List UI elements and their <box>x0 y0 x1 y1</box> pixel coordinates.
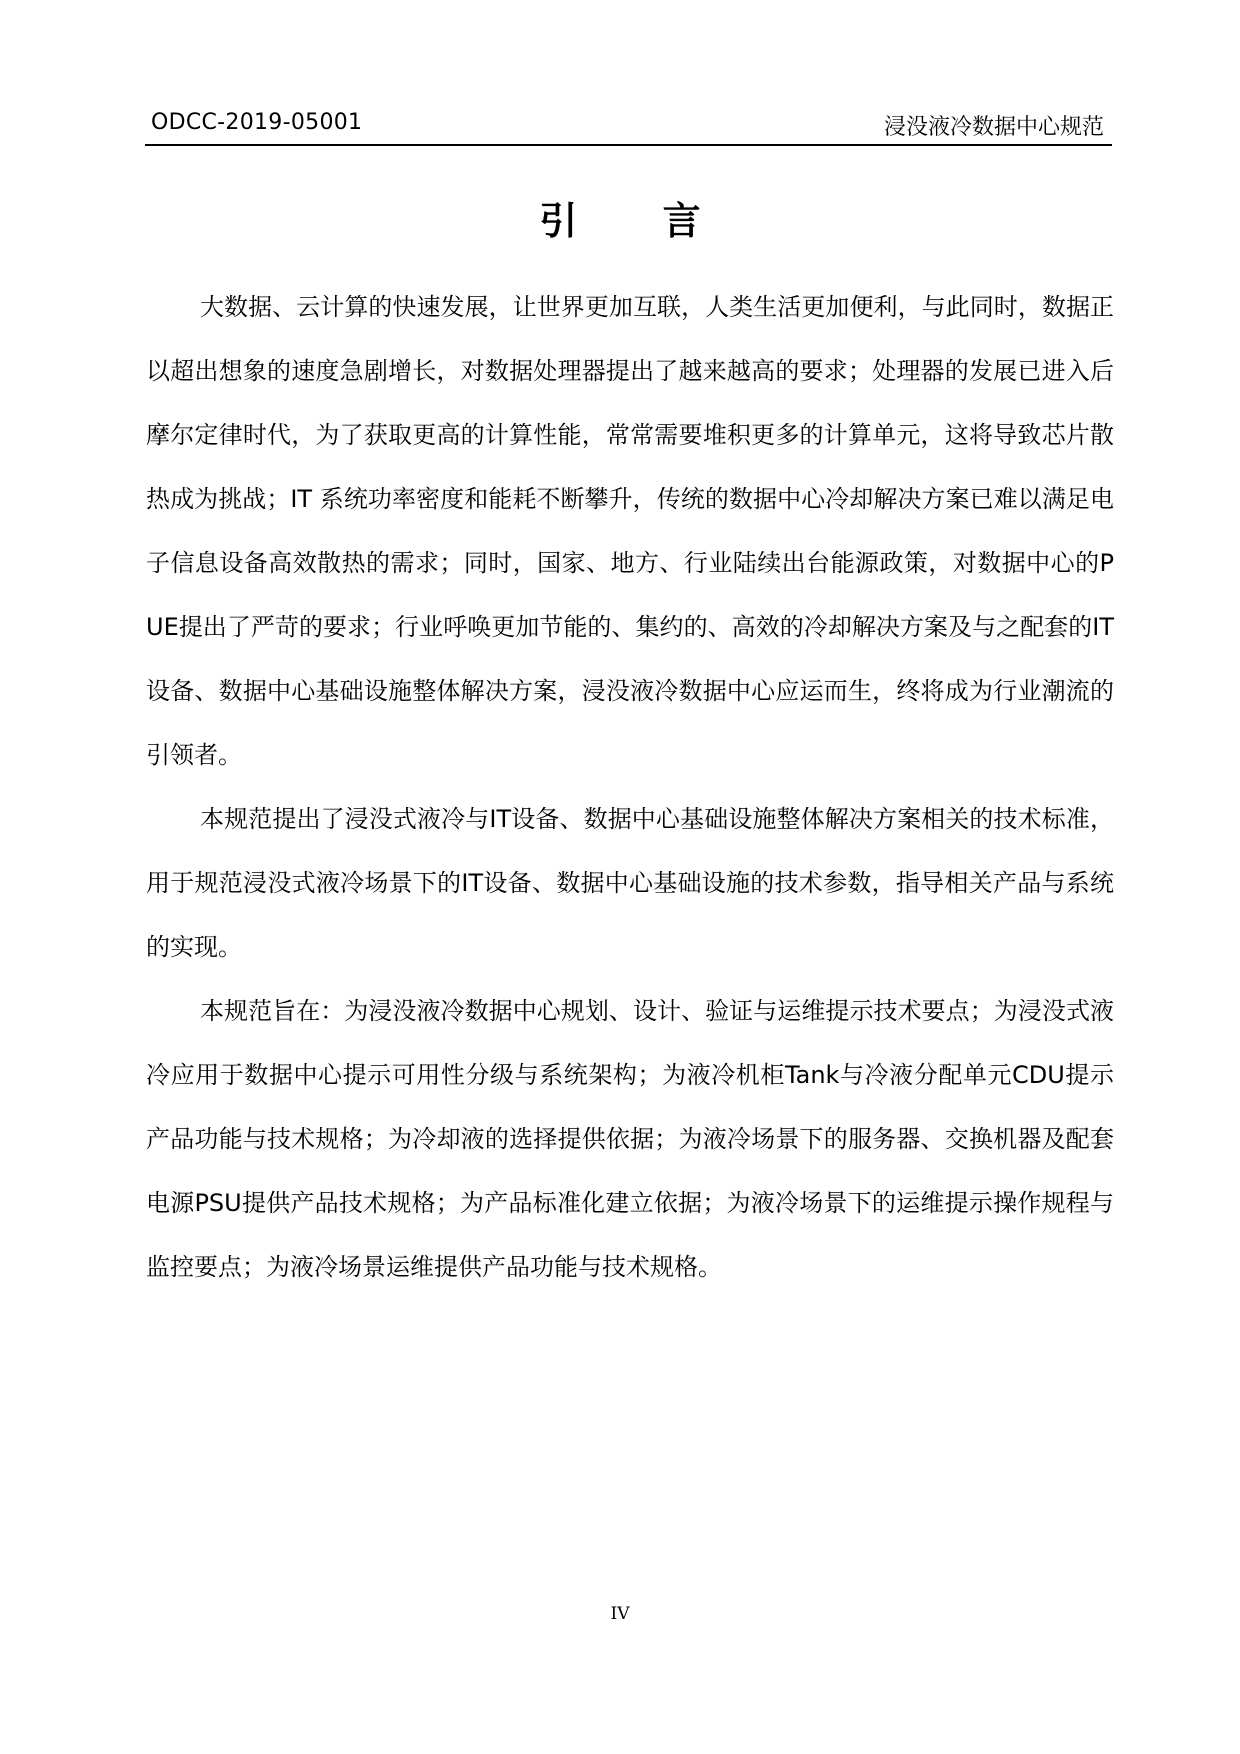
document-title: 浸没液冷数据中心规范 <box>883 115 1104 140</box>
section-title: 引 言 <box>539 199 737 243</box>
page-number: IV <box>610 1604 630 1624</box>
paragraph-1: 大数据、云计算的快速发展，让世界更加互联，人类生活更加便利，与此同时，数据正以超出想象的速度急剧增长，对数据处理器提出了越来越高的要求；处理器的发展已进入后摩尔定律时代，为了获取更高的计算性能，常常需要堆积更多的计算单元，这将导致芯片散热成为挑战；IT 系统功率密度和能耗不断攀升，传统的数据中心冷却解决方案已难以满足电子信息设备高效散热的需求；同时，国家、地方、行业陆续出台能源政策，对数据中心的PUE提出了严苛的要求；行业呼唤更加节能的、集约的、高效的冷却解决方案及与之配套的IT设备、数据中心基础设施整体解决方案，浸没液冷数据中心应运而生，终将成为行业潮流的引领者。 <box>146 293 1114 769</box>
paragraph-2: 本规范提出了浸没式液冷与IT设备、数据中心基础设施整体解决方案相关的技术标准，用于规范浸没式液冷场景下的IT设备、数据中心基础设施的技术参数，指导相关产品与系统的实现。 <box>146 805 1114 961</box>
page-header <box>145 104 1112 146</box>
body-text <box>146 275 1114 1299</box>
paragraph-3: 本规范旨在：为浸没液冷数据中心规划、设计、验证与运维提示技术要点；为浸没式液冷应用于数据中心提示可用性分级与系统架构；为液冷机柜Tank与冷液分配单元CDU提示产品功能与技术规格；为冷却液的选择提供依据；为液冷场景下的服务器、交换机器及配套电源PSU提供产品技术规格；为产品标准化建立依据；为液冷场景下的运维提示操作规程与监控要点；为液冷场景运维提供产品功能与技术规格。 <box>146 997 1114 1281</box>
document-code: ODCC-2019-05001 <box>151 110 363 135</box>
